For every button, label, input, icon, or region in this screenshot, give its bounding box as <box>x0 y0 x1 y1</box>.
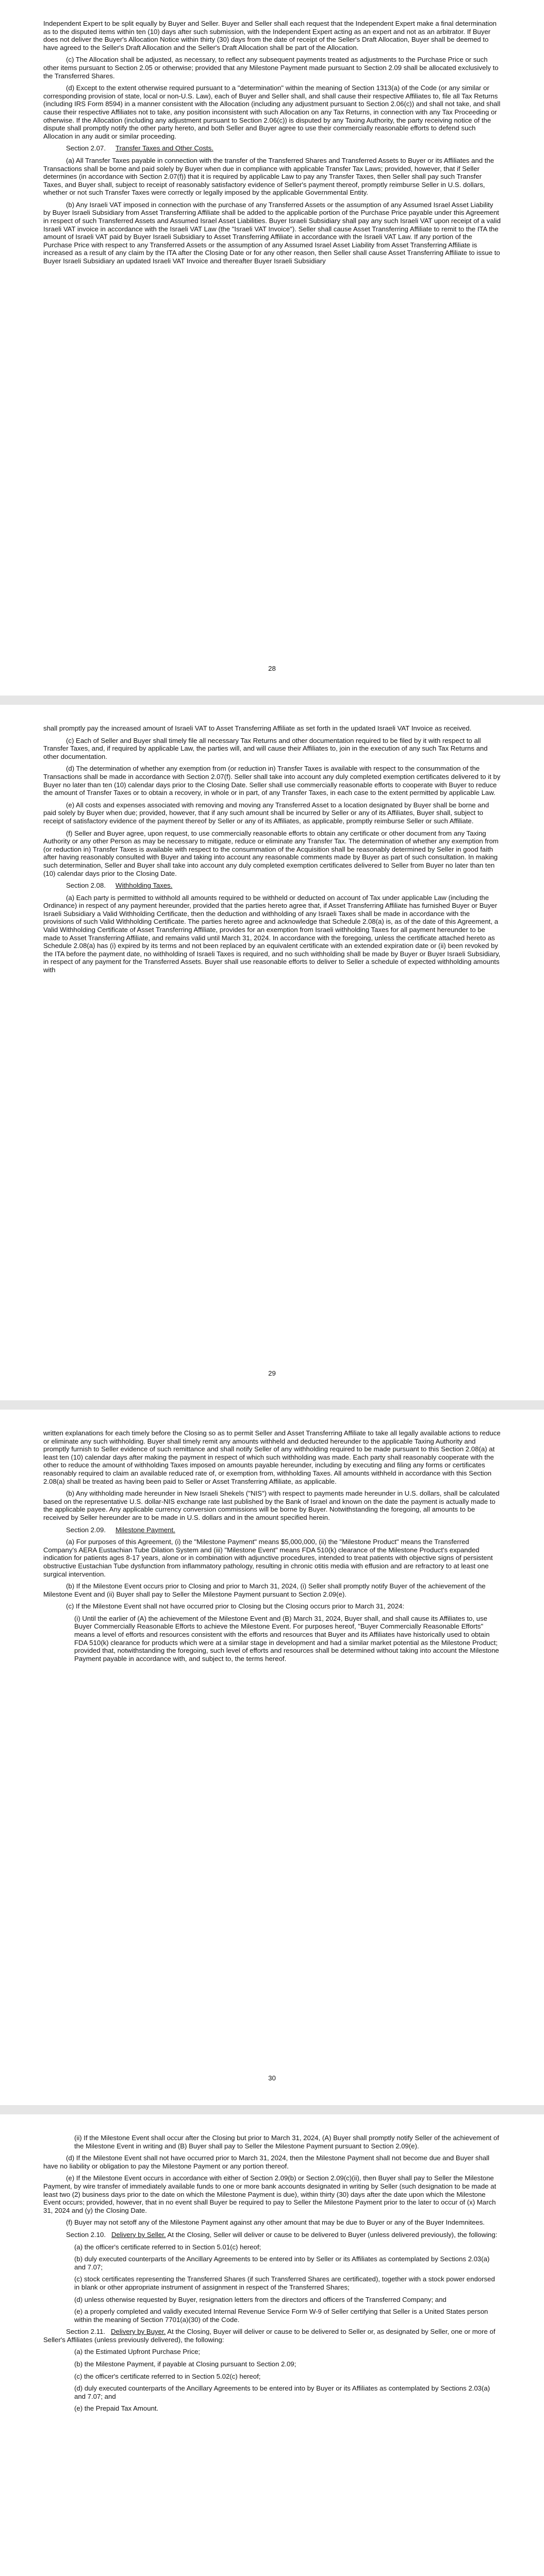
paragraph: (c) If the Milestone Event shall not have occurred prior to Closing but the Closing occurs prior to March 31, 2024: <box>66 1602 405 1611</box>
page-number: 30 <box>268 2074 276 2082</box>
section-heading-2-07 <box>43 144 501 152</box>
paragraph: (c) The Allocation shall be adjusted, as necessary, to reflect any subsequent payments treated as adjustments to the Purchase Price or such other items pursuant to Section 2.05 or otherwise; provided that any Milestone Payment made pursuant to Section 2.09 shall be allocated exclusively to the Transferred Shares. <box>43 56 499 80</box>
list-item: (d) unless otherwise requested by Buyer, resignation letters from the directors and officers of the Transferred Company; and <box>74 2295 447 2303</box>
paragraph: written explanations for each timely before the Closing so as to permit Seller and Asset Transferring Affiliate to take all legally available actions to reduce or eliminate any such withholding. Buyer shall timely remit any amounts withheld and deducted hereunder to the applicable Taxing Authority and promptly furnish to Seller evidence of such remittance and shall notify Seller of any withholding required to be made pursuant to this Section 2.08(a) at least ten (10) calendar days after making the payment in respect of which such withholding was made. Each party shall reasonably cooperate with the other to reduce the amount of withholding Taxes imposed on amounts payable hereunder, including by executing and filing any forms or certificates reasonably required to claim an available reduced rate of, or exemption from, withholding Taxes. All amounts withheld in accordance with this Section 2.08(a) shall be treated as having been paid to Seller or Asset Transferring Affiliate, as applicable. <box>43 1429 501 1485</box>
section-number: Section 2.07. <box>66 144 106 152</box>
section-title: Transfer Taxes and Other Costs. <box>116 144 213 152</box>
list-item: (d) duly executed counterparts of the Ancillary Agreements to be entered into by Buyer or its Affiliates as contemplated by Sections 2.03(a) and 7.07; and <box>74 2384 490 2400</box>
section-number: Section 2.11. <box>66 2328 106 2336</box>
paragraph: (b) If the Milestone Event occurs prior to Closing and prior to March 31, 2024, (i) Seller shall promptly notify Buyer of the achievement of the Milestone Event and (ii) Buyer shall pay to Seller the Milestone Payment pursuant to Section 2.09(e). <box>43 1582 486 1598</box>
paragraph: (d) If the Milestone Event shall not have occurred prior to March 31, 2024, then the Milestone Payment shall not become due and Buyer shall have no liability or obligation to pay the Milestone Payment or any portion thereof. <box>43 2154 490 2170</box>
section-heading-2-11 <box>43 2328 501 2344</box>
paragraph: (d) Except to the extent otherwise required pursuant to a "determination" within the meaning of Section 1313(a) of the Code (or any similar or corresponding provision of state, local or non-U.S. Law), each of Buyer and Seller shall, and shall cause their respective Affiliates to, file all Tax Returns (including IRS Form 8594) in a manner consistent with the Allocation (including any adjustment pursuant to Section 2.06(c)) and shall not take, and shall cause their respective Affiliates not to take, any position inconsistent with such Allocation on any Tax Returns, in connection with any Tax Proceeding or otherwise. If the Allocation (including any adjustment pursuant to Section 2.06(c)) is disputed by any Taxing Authority, the party receiving notice of the dispute shall promptly notify the other party hereto, and both Seller and Buyer agree to use their commercially reasonable efforts to defend such Allocation in any audit or similar proceeding. <box>43 84 501 140</box>
list-item: (e) the Prepaid Tax Amount. <box>74 2404 159 2413</box>
section-heading-2-08 <box>43 882 501 890</box>
paragraph: (f) Seller and Buyer agree, upon request, to use commercially reasonable efforts to obtain any certificate or other document from any Taxing Authority or any other Person as may be necessary to mitigate, reduce or eliminate any Transfer Tax. The determination of whether any exemption from (or reduction in) Transfer Taxes is available with respect to the consummation of the Acquisition shall be reasonably determined by Seller in good faith after having reasonably consulted with Buyer and taking into account any reasonable comments made by Buyer as part of such consultation. In making such determination, Seller and Buyer shall take into account any duly completed exemption certificates delivered to Seller from Buyer no later than ten (10) calendar days prior to the Closing Date. <box>43 829 499 877</box>
section-number: Section 2.08. <box>66 882 106 890</box>
document-page-29 <box>0 705 544 1400</box>
page-number: 28 <box>268 665 276 672</box>
page-separator <box>0 696 544 705</box>
paragraph: (e) If the Milestone Event occurs in accordance with either of Section 2.09(b) or Section 2.09(c)(ii), then Buyer shall pay to Seller the Milestone Payment, by wire transfer of immediately available funds to one or more bank accounts designated in writing by Seller (such designation to be made at least two (2) business days prior to the date on which the Milestone Payment is due), within thirty (30) days after the date upon which the Milestone Event occurs; provided, however, that in no event shall Buyer be required to pay to Seller the Milestone Payment prior to the later to occur of (x) March 31, 2024 and (y) the Closing Date. <box>43 2174 497 2214</box>
paragraph: (f) Buyer may not setoff any of the Milestone Payment against any other amount that may be due to Buyer or any of the Buyer Indemnitees. <box>66 2218 485 2227</box>
paragraph: (e) All costs and expenses associated with removing and moving any Transferred Asset to a location designated by Buyer shall be borne and paid solely by Buyer when due; provided, however, that if any such amount shall be incurred by Seller or any of its Affiliates, Buyer shall, subject to receipt of satisfactory evidence of the payment thereof by Seller or any of its Affiliates, as applicable, promptly reimburse Seller or such Affiliate. <box>43 801 489 825</box>
section-title: Delivery by Buyer. <box>111 2328 166 2336</box>
section-text: At the Closing, Seller will deliver or cause to be delivered to Buyer (unless delivered previously), the following: <box>167 2230 498 2239</box>
page-separator <box>0 1400 544 1410</box>
section-heading-2-10 <box>43 2231 501 2239</box>
paragraph: (a) All Transfer Taxes payable in connection with the transfer of the Transferred Shares and Transferred Assets to Buyer or its Affiliates and the Transactions shall be borne and paid solely by Buyer when due in compliance with applicable Transfer Tax Laws; provided, however, that if Seller determines (in accordance with Section 2.07(f)) that it is required by applicable Law to pay any Transfer Taxes, then Seller shall pay such Transfer Taxes, and Buyer shall, subject to receipt of reasonably satisfactory evidence of Seller's payment thereof, promptly reimburse Seller in U.S. dollars, whether or not such Transfer Taxes were correctly or legally imposed by the applicable Governmental Entity. <box>43 156 494 197</box>
list-item: (b) duly executed counterparts of the Ancillary Agreements to be entered into by Seller or its Affiliates as contemplated by Sections 2.03(a) and 7.07; <box>74 2255 490 2271</box>
section-title: Milestone Payment. <box>116 1526 175 1534</box>
paragraph: (b) Any Israeli VAT imposed in connection with the purchase of any Transferred Assets or the assumption of any Assumed Israel Asset Liability by Buyer Israeli Subsidiary from Asset Transferring Affiliate shall be added to the applicable portion of the Purchase Price payable under this Agreement in respect of such Transferred Assets and Assumed Israel Asset Liabilities. Buyer Israeli Subsidiary shall pay any such Israeli VAT upon receipt of a valid Israeli VAT invoice in accordance with the Israeli VAT Law (the "Israeli VAT Invoice"). Seller shall cause Asset Transferring Affiliate to remit to the ITA the amount of Israeli VAT paid by Buyer Israeli Subsidiary to Asset Transferring Affiliate in accordance with the Israeli VAT Law. If any portion of the Purchase Price with respect to any Transferred Assets or the assumption of any Assumed Israel Asset Liability from Asset Transferring Affiliate is increased as a result of any claim by the ITA after the Closing Date or for any other reason, then Seller shall cause Asset Transferring Affiliate to issue to Buyer Israeli Subsidiary an updated Israeli VAT Invoice and thereafter Buyer Israeli Subsidiary <box>43 200 501 265</box>
paragraph: (b) Any withholding made hereunder in New Israeli Shekels ("NIS") with respect to payments made hereunder in U.S. dollars, shall be calculated based on the representative U.S. dollar-NIS exchange rate last published by the Bank of Israel and known on the date the payment is actually made to the applicable payee. Any applicable currency conversion commissions will be borne by Buyer. Notwithstanding the foregoing, all amounts to be received by Seller hereunder are to be made in U.S. dollars and in the amount specified herein. <box>43 1489 500 1521</box>
section-number: Section 2.09. <box>66 1526 106 1534</box>
paragraph: (d) The determination of whether any exemption from (or reduction in) Transfer Taxes is available with respect to the consummation of the Transactions shall be made in accordance with Section 2.07(f). Seller shall take into account any duly completed exemption certificates delivered to it by Buyer no later than ten (10) calendar days prior to the Closing Date. Seller shall use commercially reasonable efforts to cooperate with Buyer to reduce the amount of Transfer Taxes or to obtain a recovery, in whole or in part, of any Transfer Taxes, in each case to the extent permitted by applicable Law. <box>43 765 501 797</box>
list-item: (c) the officer's certificate referred to in Section 5.02(c) hereof; <box>74 2372 261 2380</box>
section-heading-2-09 <box>43 1526 501 1534</box>
document-page-31 <box>0 2114 544 2576</box>
paragraph: shall promptly pay the increased amount of Israeli VAT to Asset Transferring Affiliate as set forth in the updated Israeli VAT Invoice as received. <box>43 724 472 732</box>
paragraph: Independent Expert to be split equally by Buyer and Seller. Buyer and Seller shall each request that the Independent Expert make a final determination as to the disputed items within ten (10) days after such submission, with the Independent Expert acting as an expert and not as an arbitrator. If Buyer does not deliver the Buyer's Allocation Notice within thirty (30) days from the date of receipt of the Seller's Draft Allocation, Buyer shall be deemed to have agreed to the Seller's Draft Allocation and the Seller's Draft Allocation shall be part of the Allocation. <box>43 20 497 52</box>
document-page-30 <box>0 1410 544 2105</box>
section-number: Section 2.10. <box>66 2230 106 2239</box>
paragraph: (a) Each party is permitted to withhold all amounts required to be withheld or deducted on account of Tax under applicable Law (including the Ordinance) in respect of any payment hereunder, provided that the parties hereto agree that, if Asset Transferring Affiliate has furnished Buyer or Buyer Israeli Subsidiary a Valid Withholding Certificate, then the deduction and withholding of any Israeli Taxes shall be made in accordance with the provisions of such Valid Withholding Certificate. The parties hereto agree and acknowledge that Schedule 2.08(a) is, as of the date of this Agreement, a Valid Withholding Certificate of Asset Transferring Affiliate, provides for an exemption from Israeli withholding Taxes for all payment hereunder to be made to Asset Transferring Affiliate, and remains valid until March 31, 2024. In accordance with the foregoing, unless the certificate attached hereto as Schedule 2.08(a) has (i) expired by its terms and not been replaced by an equivalent certificate with an extended expiration date or (ii) been revoked by the ITA before the payment date, no withholding of Israeli Taxes is required, and no such withholding shall be made by Buyer or Buyer Israeli Subsidiary, in respect of any payment for the Transferred Assets. Buyer shall use reasonable efforts to deliver to Seller a schedule of expected withholding amounts with <box>43 893 501 974</box>
document-page-28 <box>0 0 544 696</box>
section-title: Delivery by Seller. <box>111 2230 166 2239</box>
page-separator <box>0 2105 544 2114</box>
list-item: (b) the Milestone Payment, if payable at Closing pursuant to Section 2.09; <box>74 2360 296 2368</box>
paragraph: (a) For purposes of this Agreement, (i) the "Milestone Payment" means $5,000,000, (ii) the "Milestone Product" means the Transferred Company's AERA Eustachian Tube Dilation System and (iii) "Milestone Event" means FDA 510(k) clearance of the Milestone Product's expanded indication for patients ages 8-17 years, alone or in combination with adjunctive procedures, intended to treat patients with objective signs of persistent obstructive Eustachian Tube dysfunction from inflammatory pathology, resulting in chronic otitis media with effusion and are refractory to at least one surgical intervention. <box>43 1538 493 1578</box>
list-item: (c) stock certificates representing the Transferred Shares (if such Transferred Shares are certificated), together with a stock power endorsed in blank or other appropriate instrument of assignment in respect of the Transferred Shares; <box>74 2275 495 2291</box>
list-item: (a) the Estimated Upfront Purchase Price; <box>74 2348 201 2356</box>
list-item: (e) a properly completed and validly executed Internal Revenue Service Form W-9 of Seller certifying that Seller is a United States person within the meaning of Section 7701(a)(30) of the Code. <box>74 2308 488 2324</box>
page-number: 29 <box>268 1369 276 1377</box>
section-title: Withholding Taxes. <box>116 882 173 890</box>
section-text: At the Closing, Buyer will deliver or cause to be delivered to Seller or, as designated by Seller, one or more of Seller's Affiliates (unless previously delivered), the following: <box>43 2328 496 2344</box>
paragraph: (c) Each of Seller and Buyer shall timely file all necessary Tax Returns and other documentation required to be filed by it with respect to all Transfer Taxes, and, if required by applicable Law, the parties will, and will cause their Affiliates to, join in the execution of any such Tax Returns and other documentation. <box>43 736 488 760</box>
list-item: (a) the officer's certificate referred to in Section 5.01(c) hereof; <box>74 2243 261 2251</box>
paragraph: (i) Until the earlier of (A) the achievement of the Milestone Event and (B) March 31, 2024, Buyer shall, and shall cause its Affiliates to, use Buyer Commercially Reasonable Efforts to achieve the Milestone Event. For purposes hereof, "Buyer Commercially Reasonable Efforts" means a level of efforts and resources consistent with the efforts and resources that Buyer and its Affiliates have historically used to obtain FDA 510(k) clearance for products which were at a similar stage in development and had a similar market potential as the Milestone Product; provided that, notwithstanding the foregoing, such level of efforts and resources shall be determined without taking into account the Milestone Payment payable in accordance with, and subject to, the terms hereof. <box>74 1614 499 1663</box>
paragraph: (ii) If the Milestone Event shall occur after the Closing but prior to March 31, 2024, (A) Buyer shall promptly notify Seller of the achievement of the Milestone Event in writing and (B) Buyer shall pay to Seller the Milestone Payment pursuant to Section 2.09(e). <box>74 2134 499 2150</box>
